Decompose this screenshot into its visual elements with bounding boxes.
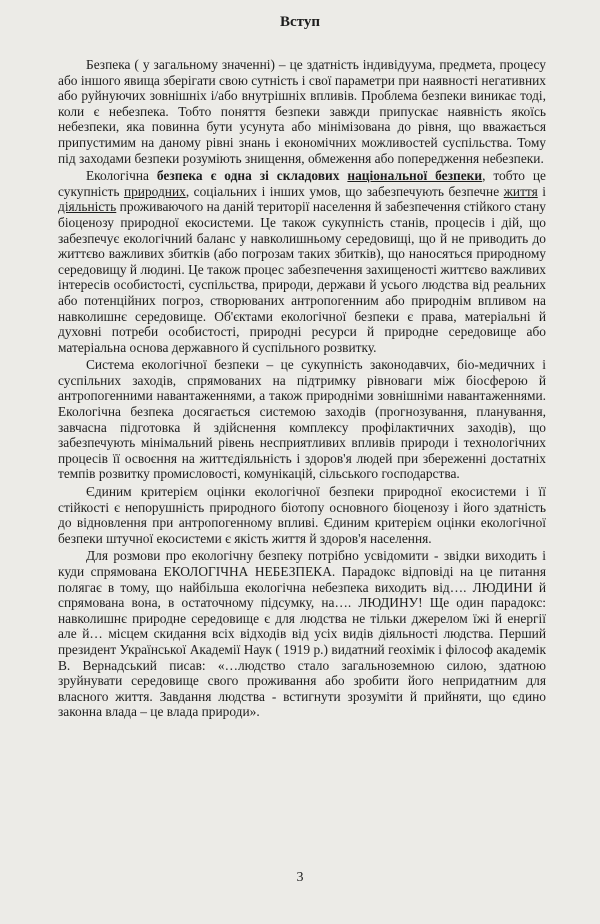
text-segment: Система екологічної безпеки – це сукупність законодавчих, біо-медичних і суспільних заходів, спрямованих на підтримку рівноваги між біосферою й антропогенними навантаженнями, а також природніми зовнішніми навантаженнями. Екологічна безпека досягається системою заходів (прогнозування, планування, завчасна підготовка й здійснення комплексу профілактичних заходів), що забезпечують мінімальний рівень несприятливих впливів природи і технологічних процесів її освоєння на життєдіяльність і здоров'я людей при збереженні достатніх темпів розвитку промисловості, комунікацій, сільського господарства. [58, 357, 546, 482]
text-segment: Безпека ( у загальному значенні) – це здатність індивідуума, предмета, процесу або іншого явища зберігати свою сутність і свої параметри при наявності негативних або руйнуючих зовнішніх і/або внутрішніх впливів. Проблема безпеки виникає тоді, коли є небезпека. Тобто поняття безпеки завжди припускає наявність якоїсь небезпеки, яка повинна бути усунута або мінімізована до рівня, що вважається припустимим на даному рівні знань і економічних можливостей суспільства. Тому під заходами безпеки розуміють знищення, обмеження або попередження небезпеки. [58, 57, 546, 166]
paragraph [58, 168, 546, 355]
text-segment: проживаючого на даній території населення й забезпечення стійкого стану біоценозу природної екосистеми. Це також сукупність станів, процесів і дій, що забезпечує екологічний баланс у навколишньому середовищі, що й не приводить до життєво важливих збитків (або погрозам таких збитків), що наносяться природному середовищу й людині. Це також процес забезпечення захищеності життєво важливих інтересів особистості, суспільства, природи, держави й усього людства від реальних або потенційних погроз, створюваних антропогенним або природнім впливом на навколишнє середовище. Об'єктами екологічної безпеки є права, матеріальні й духовні потреби особистості, природні ресурси й природне середовище або матеріальна основа державного й суспільного розвитку. [58, 199, 546, 355]
text-segment: і [537, 183, 546, 199]
page-title: Вступ [280, 14, 320, 30]
document-body [58, 57, 546, 722]
paragraph [58, 57, 546, 166]
text-segment: , тобто це сукупність [58, 168, 546, 199]
paragraph [58, 484, 546, 546]
text-segment: , соціальних і інших умов, що забезпечують безпечне [185, 183, 504, 199]
emphasized-text: безпека є одна зі складових [156, 168, 348, 184]
text-segment: Для розмови про екологічну безпеку потрібно усвідомити - звідки виходить і куди спрямована ЕКОЛОГІЧНА НЕБЕЗПЕКА. Парадокс відповіді на це питання полягає в тому, що найбільша екологічна небезпека виходить від…. ЛЮДИНИ й спрямована вона, в остаточному підсумку, на…. ЛЮДИНУ! Ще один парадокс: навколишнє природне середовище є для людства не тільки джерелом їжі й енергії але й… місцем скидання всіх відходів від усіх видів діяльності людства. Перший президент Української Академії Наук ( 1919 р.) видатний геохімік і філософ академік В. Вернадський писав: «…людство стало загальноземною силою, здатною зруйнувати середовище свого проживання або зробити його непридатним для власного життя. Завдання людства - встигнути зрозуміти й прийняти, що єдино законна влада – це влада природи». [58, 548, 546, 720]
paragraph [58, 357, 546, 482]
emphasized-text: діяльність [58, 199, 117, 215]
page-number: 3 [296, 870, 304, 885]
emphasized-text: національної безпеки [347, 168, 483, 184]
paragraph [58, 548, 546, 720]
text-segment: Єдиним критерієм оцінки екологічної безпеки природної екосистеми і її стійкості є непорушність природного біотопу основного біоценозу і його здатність до відновлення при антропогенному впливі. Єдиним критерієм оцінки екологічної безпеки штучної екосистеми є якість життя й здоров'я населення. [58, 484, 546, 546]
emphasized-text: природних [123, 183, 186, 199]
text-segment: Екологічна [86, 168, 157, 184]
emphasized-text: життя [503, 183, 538, 199]
